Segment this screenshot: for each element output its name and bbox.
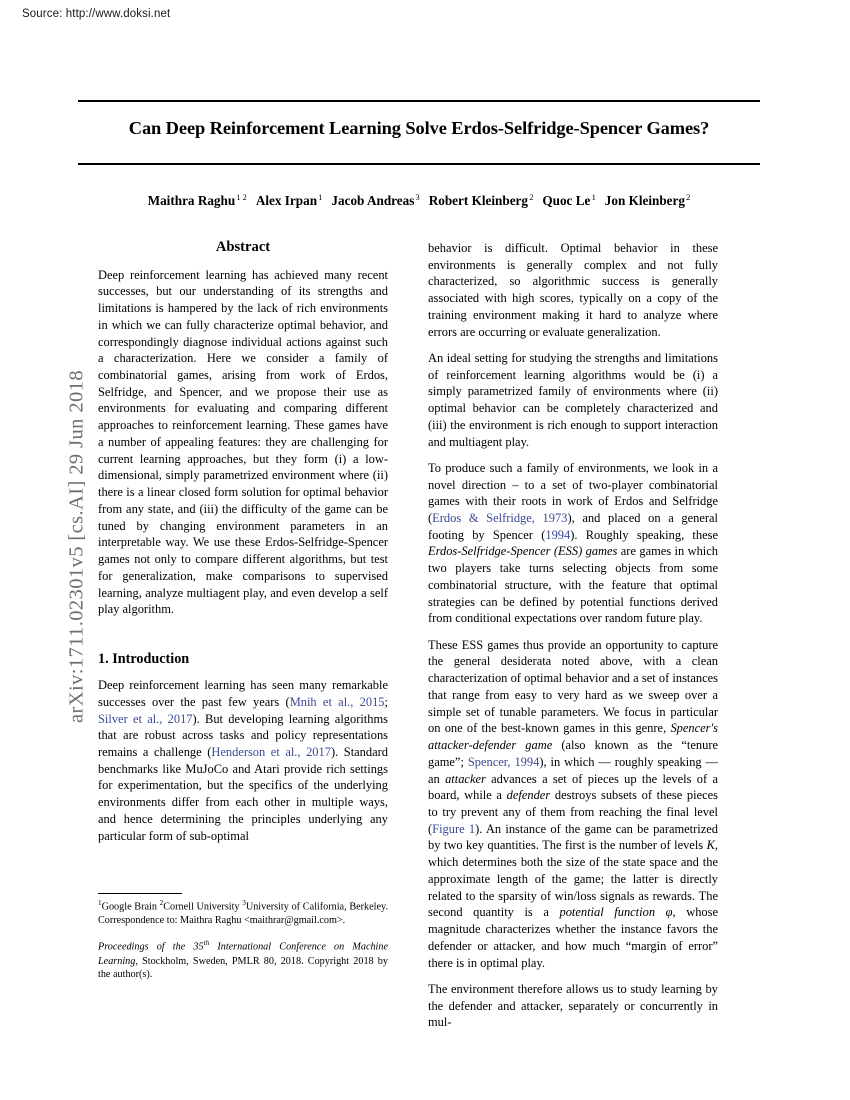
author-name: Alex Irpan: [255, 193, 318, 209]
figure-reference-1[interactable]: Figure 1: [432, 821, 476, 836]
body-paragraph-3: [428, 460, 718, 627]
author-name: Robert Kleinberg: [428, 193, 528, 209]
footnote-rule: [98, 893, 182, 894]
author-affiliation-marker: 2: [686, 193, 691, 202]
p3-text-b: ), and placed on a general footing by Spencer (: [428, 511, 719, 542]
affil-marker-3: 3: [242, 899, 246, 908]
author-6: [605, 193, 691, 208]
affil-text-3: University of California, Berkeley. Correspondence to: Maithra Raghu <maithrar@gmail.com>.: [98, 901, 388, 927]
right-column: [428, 240, 718, 1031]
body-paragraph-1: behavior is difficult. Optimal behavior in these environments is generally complex and not fully characterized, so algorithmic success is generally associated with high scores, typically on a copy of the training environment making it hard to analyze where errors are occurring or evaluate generalization.: [428, 241, 718, 339]
citation-mnih-2015[interactable]: Mnih et al., 2015: [289, 694, 385, 709]
intro-text-c: ). But developing learning algorithms that are robust across tasks and policy representations remains a challenge (: [98, 711, 388, 759]
body-paragraph-4: [428, 637, 718, 972]
p4-text-a: These ESS games thus provide an opportunity to capture the general desiderata noted above, with a clean characterization of optimal behavior and a set of instances that range from easy to very hard as we sweep over a simple set of tunable parameters. We focus in particular on one of the best-known games in this genre,: [428, 637, 718, 736]
author-3: [331, 193, 419, 208]
venue-text-c: , Stockholm, Sweden, PMLR 80, 2018. Copyright 2018 by the author(s).: [98, 955, 388, 981]
abstract-text: Deep reinforcement learning has achieved many recent successes, but our understanding of its strengths and limitations is hampered by the lack of rich environments in which we can fully characterize optimal behavior, and correspondingly diagnose individual actions against such a characterization. Here we consider a family of combinatorial games, arising from work of Erdos, Selfridge, and Spencer, and we propose their use as environments for evaluating and comparing different approaches to reinforcement learning. These games have a number of appealing features: they are challenging for current learning approaches, but they form (i) a low-dimensional, simply parametrized environment where (ii) there is a linear closed form solution for optimal behavior from any state, and (iii) the difficulty of the game can be tuned by changing environment parameters in an interpretable way. We use these Erdos-Selfridge-Spencer games not only to compare different algorithms, but test for generalization, make comparisons to supervised learning, analyze multiagent play, and even develop a self play algorithm.: [98, 267, 388, 617]
author-name: Jon Kleinberg: [604, 193, 685, 209]
author-affiliation-marker: 1: [318, 193, 323, 202]
left-column: [98, 240, 388, 844]
term-potential-function: potential function: [559, 905, 656, 920]
venue-text-b: International Conference on Machine Learning: [98, 941, 389, 967]
term-attacker: attacker: [445, 771, 486, 786]
body-paragraph-2: An ideal setting for studying the strengths and limitations of reinforcement learning algorithms would be (i) a simply parametrized family of environments where (ii) optimal behavior can be completely characterized and (iii) the environment is rich enough to support interaction and multiagent play.: [428, 350, 718, 449]
introduction-paragraph-1: [98, 677, 388, 844]
title-rule-top: [78, 100, 760, 102]
arxiv-stamp: arXiv:1711.02301v5 [cs.AI] 29 Jun 2018: [65, 369, 88, 724]
citation-erdos-selfridge-1973[interactable]: Erdos & Selfridge, 1973: [432, 511, 568, 526]
p3-text-a: To produce such a family of environments, we look in a novel direction – to a set of two-player combinatorial games with their roots in work of Erdos and Selfridge (: [428, 460, 718, 526]
footnote-affiliations: [98, 899, 388, 928]
p4-text-b: (also known as the “tenure game”;: [428, 738, 718, 769]
abstract-section: [98, 240, 388, 618]
author-5: [542, 193, 595, 208]
author-name: Maithra Raghu: [147, 193, 236, 209]
page-title: Can Deep Reinforcement Learning Solve Erdos-Selfridge-Spencer Games?: [128, 118, 710, 138]
venue-ordinal: 35: [193, 941, 204, 953]
affil-text-2: Cornell University: [163, 901, 243, 913]
affil-marker-1: 1: [98, 899, 102, 908]
author-4: [429, 193, 534, 208]
citation-henderson-2017[interactable]: Henderson et al., 2017: [211, 744, 331, 759]
author-affiliation-marker: 3: [415, 193, 420, 202]
citation-spencer-1994-b[interactable]: Spencer, 1994: [467, 754, 540, 769]
citation-spencer-1994-a[interactable]: 1994: [545, 527, 571, 542]
author-2: [256, 193, 323, 208]
author-1: [148, 193, 247, 208]
affil-text-1: Google Brain: [101, 901, 160, 913]
venue-ordinal-suffix: th: [203, 939, 210, 948]
p4-text-f: ). An instance of the game can be parametrized by two key quantities. The first is the number of levels: [428, 821, 718, 853]
affil-marker-2: 2: [159, 899, 164, 908]
author-affiliation-marker: 1: [591, 193, 596, 202]
math-symbol-phi: φ: [665, 905, 673, 920]
term-defender: defender: [506, 788, 551, 803]
p4-text-h: , whose magnitude characterizes whether the instance favors the defender or attacker, and how much “margin of error” there is in optimal play.: [428, 905, 719, 970]
source-banner: Source: http://www.doksi.net: [22, 8, 171, 20]
footnote-block: [98, 893, 388, 982]
author-affiliation-marker: 2: [529, 193, 534, 202]
footnote-venue: [98, 939, 388, 982]
p4-text-d: advances a set of pieces up the levels of a board, while a: [428, 771, 718, 803]
intro-text-a: Deep reinforcement learning has seen many remarkable successes over the past few years (: [98, 678, 388, 709]
citation-silver-2017[interactable]: Silver et al., 2017: [98, 711, 193, 726]
abstract-heading: Abstract: [215, 239, 271, 255]
p4-text-e: destroys subsets of these pieces to try prevent any of them from reaching the final level (: [428, 788, 718, 836]
introduction-heading: 1. Introduction: [98, 651, 190, 668]
author-affiliation-marker: 1 2: [236, 193, 247, 202]
author-list: [78, 193, 760, 209]
p3-text-d: are games in which two players take turns selecting objects from some combinatorial structure, with the feature that optimal strategies can be defined by potential functions derived from conditional expectations over random future play.: [428, 544, 718, 626]
term-attacker-defender-game: Spencer's attacker-defender game: [428, 721, 718, 753]
term-ess-games: Erdos-Selfridge-Spencer (ESS) games: [428, 544, 618, 559]
body-paragraph-5: The environment therefore allows us to study learning by the defender and attacker, separately or concurrently in mul-: [428, 981, 718, 1030]
author-name: Jacob Andreas: [331, 193, 415, 209]
introduction-section: [98, 651, 388, 844]
intro-text-b: ;: [384, 694, 388, 709]
intro-text-d: ). Standard benchmarks like MuJoCo and Atari provide rich settings for experimentation, but the specifics of the underlying environments differ from each other in multiple ways, and hence determining the principles underlying any particular form of sub-optimal: [98, 744, 388, 843]
math-symbol-k: K: [706, 838, 715, 853]
p3-text-c: ). Roughly speaking, these: [570, 527, 718, 542]
venue-text-a: Proceedings of the: [98, 941, 194, 953]
author-name: Quoc Le: [542, 193, 591, 209]
p4-text-c: ), in which — roughly speaking — an: [428, 754, 718, 786]
p4-text-g: , which determines both the size of the state space and the approximate length of the game; the latter is directly related to the sparsity of win/loss signals as rewards. The second quantity is a: [428, 838, 718, 920]
title-rule-bottom: [78, 163, 760, 165]
